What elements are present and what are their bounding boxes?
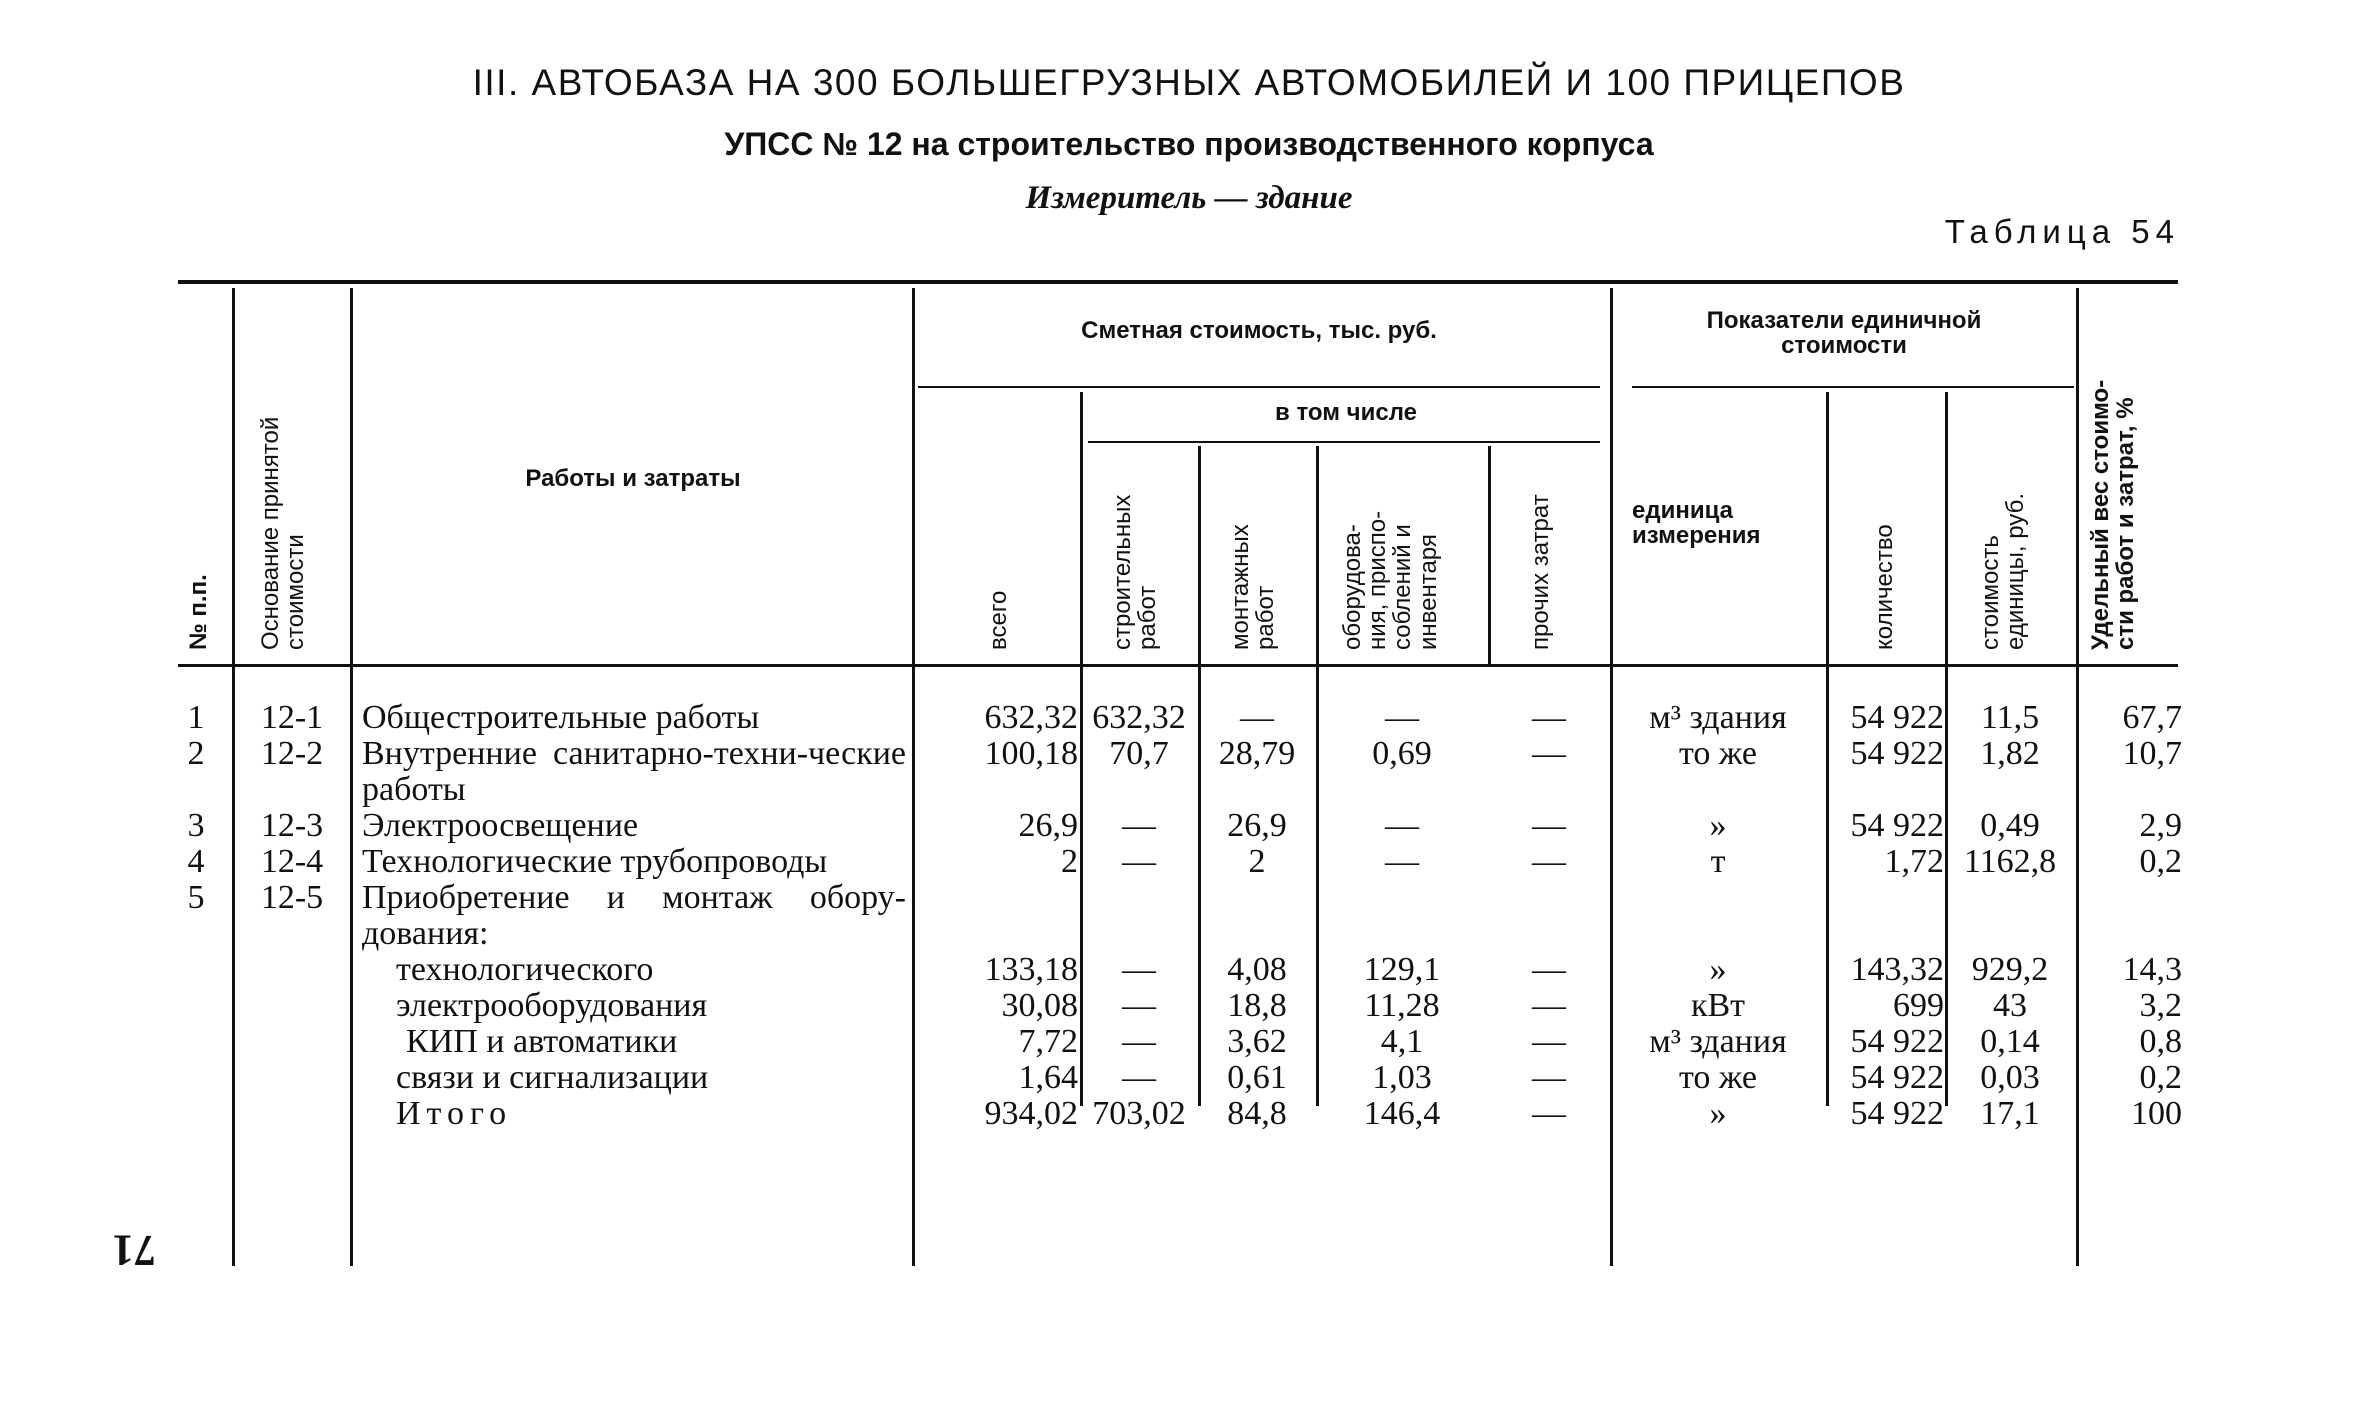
row-construction: — <box>1122 1059 1156 1096</box>
row-number: 4 <box>187 843 205 880</box>
row-number: 2 <box>187 735 205 772</box>
row-unit: » <box>1709 1095 1727 1132</box>
row-basis: 12-4 <box>260 843 324 880</box>
row-unit: » <box>1709 807 1727 844</box>
row-installation: — <box>1240 699 1274 736</box>
table-number: Таблица 54 <box>1944 213 2180 250</box>
row-total: 26,9 <box>1018 807 1078 844</box>
header-unit: единица измерения <box>1632 497 1761 550</box>
row-quantity: 54 922 <box>1850 807 1944 844</box>
row-unit: то же <box>1678 1059 1758 1096</box>
row-unit-cost: 1,82 <box>1980 735 2040 772</box>
row-equipment: 146,4 <box>1363 1095 1441 1132</box>
row-number: 1 <box>187 699 205 736</box>
row-construction: — <box>1122 1023 1156 1060</box>
row-share: 0,8 <box>2139 1023 2182 1060</box>
row-construction: 70,7 <box>1109 735 1169 772</box>
row-quantity: 54 922 <box>1850 1059 1944 1096</box>
basis-works-divider <box>350 288 353 1266</box>
row-other: — <box>1532 987 1566 1024</box>
row-other: — <box>1532 735 1566 772</box>
row-other: — <box>1532 699 1566 736</box>
cost-group-rule <box>918 386 1600 388</box>
header-share: Удельный вес стоимо- сти работ и затрат, % <box>2087 379 2140 650</box>
row-quantity: 54 922 <box>1850 699 1944 736</box>
row-unit-cost: 929,2 <box>1971 951 2049 988</box>
row-equipment: — <box>1385 807 1419 844</box>
row-quantity: 54 922 <box>1850 735 1944 772</box>
row-basis: 12-5 <box>260 879 324 916</box>
row-installation: 84,8 <box>1227 1095 1287 1132</box>
row-share: 0,2 <box>2139 843 2182 880</box>
row-other: — <box>1532 843 1566 880</box>
header-including: в том числе <box>1275 399 1417 426</box>
row-equipment: — <box>1385 699 1419 736</box>
row-construction: — <box>1122 843 1156 880</box>
row-installation: 3,62 <box>1227 1023 1287 1060</box>
row-other: — <box>1532 951 1566 988</box>
row-basis: 12-3 <box>260 807 324 844</box>
page-number: 71 <box>112 1226 156 1275</box>
row-share: 10,7 <box>2122 735 2182 772</box>
row-construction: — <box>1122 951 1156 988</box>
row-installation: 2 <box>1248 843 1266 880</box>
row-total: 100,18 <box>984 735 1078 772</box>
row-installation: 0,61 <box>1227 1059 1287 1096</box>
row-unit-cost: 17,1 <box>1980 1095 2040 1132</box>
row-share: 2,9 <box>2139 807 2182 844</box>
row-basis: 12-1 <box>260 699 324 736</box>
header-unit-cost: стоимость единицы, руб. <box>1977 493 2030 650</box>
header-construction: строительных работ <box>1109 494 1162 650</box>
row-installation: 4,08 <box>1227 951 1287 988</box>
table-subtitle: УПСС № 12 на строительство производственного корпуса <box>724 126 1654 162</box>
row-unit-cost: 11,5 <box>1980 699 2040 736</box>
row-total: 1,64 <box>1018 1059 1078 1096</box>
row-equipment: 11,28 <box>1364 987 1440 1024</box>
header-total: всего <box>985 590 1012 650</box>
row-quantity: 699 <box>1893 987 1944 1024</box>
row-share: 3,2 <box>2139 987 2182 1024</box>
row-construction: — <box>1122 807 1156 844</box>
row-unit-cost: 0,03 <box>1980 1059 2040 1096</box>
row-work: КИП и автоматики <box>406 1023 678 1060</box>
row-construction: 632,32 <box>1092 699 1186 736</box>
row-share: 100 <box>2131 1095 2182 1132</box>
row-equipment: — <box>1385 843 1419 880</box>
row-work: Приобретение и монтаж обору-дования: <box>362 879 906 952</box>
row-construction: 703,02 <box>1092 1095 1186 1132</box>
row-unit: кВт <box>1690 987 1746 1024</box>
equip-other-divider <box>1488 446 1491 666</box>
row-unit-cost: 0,49 <box>1980 807 2040 844</box>
header-equipment: оборудова- ния, приспо- соблений и инвентаря <box>1339 510 1442 650</box>
row-total: 632,32 <box>984 699 1078 736</box>
row-unit-cost: 0,14 <box>1980 1023 2040 1060</box>
row-number: 5 <box>187 879 205 916</box>
row-equipment: 129,1 <box>1363 951 1441 988</box>
row-quantity: 1,72 <box>1884 843 1944 880</box>
header-quantity: количество <box>1871 524 1898 650</box>
row-total: 2 <box>1061 843 1078 880</box>
row-equipment: 0,69 <box>1372 735 1432 772</box>
header-unit-group: Показатели единичной стоимости <box>1706 307 1982 360</box>
row-quantity: 54 922 <box>1850 1023 1944 1060</box>
row-total: 934,02 <box>984 1095 1078 1132</box>
header-bottom-rule <box>178 664 2178 667</box>
row-unit: м³ здания <box>1649 1023 1787 1060</box>
header-cost-group: Сметная стоимость, тыс. руб. <box>1081 317 1437 344</box>
row-other: — <box>1532 1023 1566 1060</box>
row-unit: м³ здания <box>1649 699 1787 736</box>
row-work: Итого <box>396 1095 513 1132</box>
header-basis: Основание принятой стоимости <box>257 416 310 650</box>
row-equipment: 4,1 <box>1380 1023 1424 1060</box>
row-other: — <box>1532 1059 1566 1096</box>
row-work: технологического <box>396 951 654 988</box>
row-unit: т <box>1710 843 1726 880</box>
row-total: 133,18 <box>984 951 1078 988</box>
row-quantity: 143,32 <box>1850 951 1944 988</box>
row-work: Внутренние санитарно-техни-ческие работы <box>362 735 906 808</box>
header-other: прочих затрат <box>1527 494 1554 650</box>
including-rule <box>1088 441 1600 443</box>
row-unit: то же <box>1678 735 1758 772</box>
row-unit-cost: 43 <box>1993 987 2027 1024</box>
row-installation: 18,8 <box>1227 987 1287 1024</box>
row-installation: 28,79 <box>1218 735 1296 772</box>
row-total: 7,72 <box>1018 1023 1078 1060</box>
row-work: Электроосвещение <box>362 807 639 844</box>
header-installation: монтажных работ <box>1227 524 1280 650</box>
row-total: 30,08 <box>1001 987 1078 1024</box>
row-work: Общестроительные работы <box>362 699 760 736</box>
row-share: 0,2 <box>2139 1059 2182 1096</box>
row-other: — <box>1532 1095 1566 1132</box>
header-num: № п.п. <box>185 574 212 650</box>
unit-group-rule <box>1632 386 2074 388</box>
row-work: Технологические трубопроводы <box>362 843 828 880</box>
row-installation: 26,9 <box>1227 807 1287 844</box>
row-share: 67,7 <box>2122 699 2182 736</box>
works-cost-divider <box>912 288 915 1266</box>
section-title: III. АВТОБАЗА НА 300 БОЛЬШЕГРУЗНЫХ АВТОМОБИЛЕЙ И 100 ПРИЦЕПОВ <box>472 62 1906 103</box>
row-share: 14,3 <box>2122 951 2182 988</box>
row-unit-cost: 1162,8 <box>1963 843 2057 880</box>
row-other: — <box>1532 807 1566 844</box>
row-construction: — <box>1122 987 1156 1024</box>
row-equipment: 1,03 <box>1372 1059 1432 1096</box>
row-unit: » <box>1709 951 1727 988</box>
row-basis: 12-2 <box>260 735 324 772</box>
table-top-rule <box>178 280 2178 284</box>
measure-line: Измеритель — здание <box>1025 180 1353 216</box>
row-work: электрооборудования <box>396 987 708 1024</box>
num-basis-divider <box>232 288 235 1266</box>
row-number: 3 <box>187 807 205 844</box>
row-quantity: 54 922 <box>1850 1095 1944 1132</box>
row-work: связи и сигнализации <box>396 1059 709 1096</box>
header-works: Работы и затраты <box>525 465 741 492</box>
